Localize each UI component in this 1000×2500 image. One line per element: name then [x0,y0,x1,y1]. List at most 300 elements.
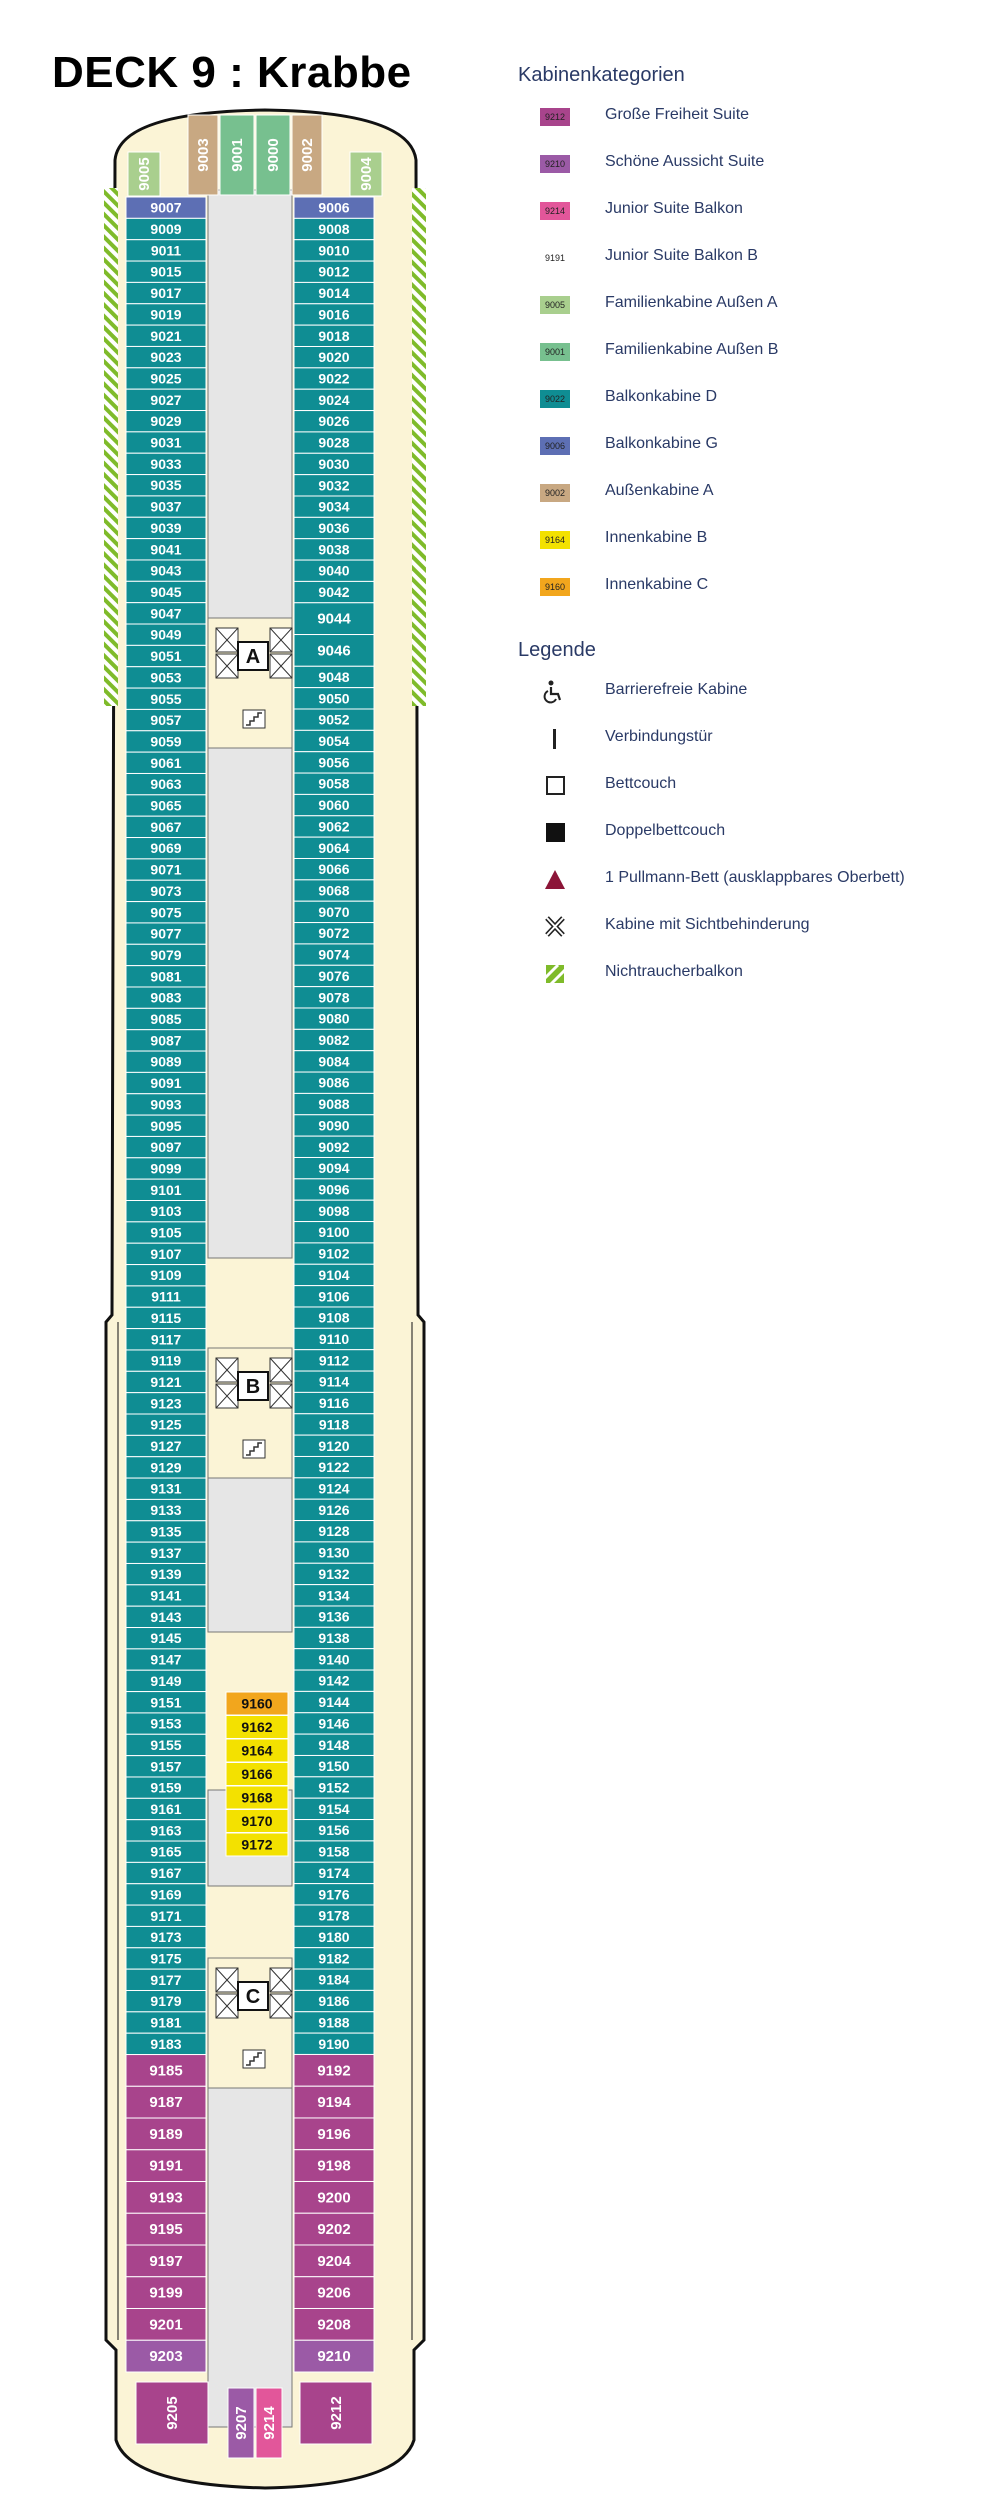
cabin[interactable] [294,1456,374,1477]
cabin-number: 9124 [318,1480,350,1497]
cabin[interactable] [126,1371,206,1392]
cabin[interactable] [126,2340,206,2372]
cabin[interactable] [294,1670,374,1691]
cabin-number: 9054 [318,733,350,750]
cabin[interactable] [126,1628,206,1649]
cabin-number: 9179 [150,1993,182,2010]
cabin[interactable] [126,1670,206,1691]
cabin[interactable] [228,2388,254,2458]
cabin-number: 9051 [150,648,182,665]
cabin-number: 9176 [318,1886,350,1903]
cabin[interactable] [294,1307,374,1328]
cabin[interactable] [294,901,374,922]
cabin-number: 9201 [149,2316,183,2334]
cabin[interactable] [126,304,206,325]
category-item [518,283,988,330]
cabin[interactable] [126,1435,206,1456]
cabin[interactable] [294,1585,374,1606]
cabin[interactable] [294,2277,374,2309]
cabin[interactable] [294,389,374,410]
cabin[interactable] [126,880,206,901]
cabin[interactable] [126,944,206,965]
cabin[interactable] [126,987,206,1008]
cabin-number: 9005 [136,157,153,191]
legend-label: Bettcouch [605,775,677,792]
cabin-number: 9180 [318,1929,350,1946]
cabin-number: 9163 [150,1822,182,1839]
cabin[interactable] [294,1969,374,1990]
cabin[interactable] [294,1542,374,1563]
pullman-bed-icon [540,867,570,893]
cabin[interactable] [294,261,374,282]
cabin[interactable] [126,752,206,773]
cabin[interactable] [294,1200,374,1221]
cabin[interactable] [294,987,374,1008]
cabin-number: 9096 [318,1181,350,1198]
cabin[interactable] [294,880,374,901]
cabin[interactable] [226,1763,288,1786]
cabin[interactable] [126,1222,206,1243]
cabin-number: 9199 [149,2284,183,2302]
cabin[interactable] [220,115,254,195]
cabin[interactable] [294,1350,374,1371]
cabin[interactable] [294,1157,374,1178]
cabin[interactable] [126,1329,206,1350]
cabin-number: 9105 [150,1224,182,1241]
cabin-number: 9083 [150,989,182,1006]
cabin-number: 9131 [150,1480,182,1497]
cabin[interactable] [126,923,206,944]
cabin[interactable] [126,1905,206,1926]
cabin[interactable] [126,2055,206,2087]
cabin-number: 9044 [317,610,351,628]
cabin[interactable] [294,1649,374,1670]
cabin[interactable] [294,1222,374,1243]
category-item [518,518,988,565]
cabin-number: 9137 [150,1544,182,1561]
cabin-number: 9006 [318,199,350,216]
cabin[interactable] [126,2118,206,2150]
cabin-number: 9104 [318,1266,350,1283]
cabin[interactable] [126,1692,206,1713]
cabin[interactable] [294,2181,374,2213]
category-label: Innenkabine B [605,529,708,546]
cabin[interactable] [126,1072,206,1093]
cabin-number: 9058 [318,775,350,792]
cabin[interactable] [294,1414,374,1435]
cabin[interactable] [126,2213,206,2245]
cabin[interactable] [126,1243,206,1264]
cabin[interactable] [294,1328,374,1349]
cabin[interactable] [126,795,206,816]
cabin[interactable] [126,1286,206,1307]
cabin[interactable] [294,496,374,517]
legend-label: Barrierefreie Kabine [605,681,748,698]
category-label: Junior Suite Balkon [605,200,743,217]
non-smoking-balcony-strip [104,188,118,706]
cabin[interactable] [126,645,206,666]
cabin-number: 9125 [150,1416,182,1433]
cabin[interactable] [294,2033,374,2054]
cabin[interactable] [294,1713,374,1734]
cabin[interactable] [294,2308,374,2340]
cabin-number: 9133 [150,1502,182,1519]
cabin-number: 9033 [150,455,182,472]
category-list [518,95,988,612]
cabin[interactable] [126,560,206,581]
non-smoking-balcony-icon [540,961,570,987]
cabin-number: 9055 [150,690,182,707]
legend-heading: Legende [518,639,596,661]
cabin[interactable] [294,304,374,325]
corridor [208,2055,292,2427]
cabin[interactable] [126,1265,206,1286]
cabin-number: 9014 [318,285,350,302]
cabin[interactable] [126,1884,206,1905]
cabin[interactable] [294,240,374,261]
cabin[interactable] [126,816,206,837]
cabin[interactable] [294,2086,374,2118]
cabin-number: 9112 [318,1352,350,1369]
cabin-number: 9164 [241,1742,273,1759]
cabin-number: 9152 [318,1779,350,1796]
cabin[interactable] [126,624,206,645]
cabin[interactable] [294,1243,374,1264]
cabin[interactable] [126,1820,206,1841]
cabin[interactable] [226,1810,288,1833]
cabin[interactable] [126,389,206,410]
cabin[interactable] [126,773,206,794]
cabin-number: 9007 [150,199,182,216]
cabin[interactable] [294,453,374,474]
cabin-number: 9041 [150,541,182,558]
cabin[interactable] [126,1457,206,1478]
cabin[interactable] [126,1008,206,1029]
cabin[interactable] [294,1264,374,1285]
cabin[interactable] [126,838,206,859]
cabin-number: 9167 [150,1865,182,1882]
cabin-number: 9062 [318,818,350,835]
cabin[interactable] [294,2245,374,2277]
cabin[interactable] [126,1136,206,1157]
cabin[interactable] [294,1371,374,1392]
cabin[interactable] [126,1713,206,1734]
cabin[interactable] [294,2340,374,2372]
cabin[interactable] [126,1393,206,1414]
cabin[interactable] [294,1606,374,1627]
cabin-number: 9188 [318,2014,350,2031]
cabin[interactable] [126,1756,206,1777]
cabin[interactable] [294,709,374,730]
cabin[interactable] [126,1969,206,1990]
cabin[interactable] [126,603,206,624]
cabin[interactable] [126,2245,206,2277]
cabin[interactable] [294,1478,374,1499]
cabin[interactable] [126,1201,206,1222]
cabin-number: 9056 [318,754,350,771]
cabin-number: 9008 [318,221,350,238]
cabin[interactable] [126,453,206,474]
cabin[interactable] [126,1158,206,1179]
cabin-number: 9177 [150,1971,182,1988]
category-label: Familienkabine Außen A [605,294,778,311]
cabin[interactable] [294,1499,374,1520]
cabin[interactable] [294,688,374,709]
cabin[interactable] [294,2213,374,2245]
cabin[interactable] [126,1542,206,1563]
cabin-number: 9107 [150,1245,182,1262]
cabin-number: 9183 [150,2035,182,2052]
cabin[interactable] [126,1585,206,1606]
category-swatch: 9001 [540,343,570,361]
cabin-number: 9086 [318,1074,350,1091]
cabin[interactable] [126,731,206,752]
cabin[interactable] [126,1115,206,1136]
cabin[interactable] [188,115,218,195]
cabin[interactable] [294,1862,374,1883]
category-swatch: 9022 [540,390,570,408]
cabin-number: 9153 [150,1715,182,1732]
cabin[interactable] [126,1051,206,1072]
cabin[interactable] [294,635,374,667]
cabin[interactable] [126,1606,206,1627]
cabin[interactable] [136,2382,208,2444]
cabin[interactable] [126,1307,206,1328]
cabin-number: 9132 [318,1565,350,1582]
cabin-number: 9071 [150,861,182,878]
cabin[interactable] [294,1990,374,2011]
cabin[interactable] [294,1798,374,1819]
cabin-number: 9145 [150,1630,182,1647]
cabin[interactable] [126,539,206,560]
cabin[interactable] [294,2054,374,2086]
cabin[interactable] [294,475,374,496]
cabin[interactable] [300,2382,372,2444]
cabin-number: 9011 [150,242,182,259]
cabin[interactable] [294,1691,374,1712]
cabin[interactable] [126,709,206,730]
cabin-number: 9074 [318,946,350,963]
cabin-number: 9094 [318,1160,350,1177]
cabin[interactable] [226,1716,288,1739]
cabin[interactable] [226,1786,288,1809]
cabin[interactable] [126,2277,206,2309]
category-swatch: 9002 [540,484,570,502]
cabin[interactable] [294,923,374,944]
cabin[interactable] [126,496,206,517]
cabin[interactable] [126,1350,206,1371]
cabin[interactable] [294,794,374,815]
cabin[interactable] [294,1948,374,1969]
cabin[interactable] [126,197,206,218]
cabin[interactable] [294,432,374,453]
cabin[interactable] [294,197,374,218]
cabin[interactable] [128,152,160,196]
cabin[interactable] [126,325,206,346]
cabin[interactable] [294,560,374,581]
corridor [208,1452,292,1632]
cabin[interactable] [126,1990,206,2011]
category-label: Schöne Aussicht Suite [605,153,765,170]
cabin[interactable] [294,539,374,560]
cabin[interactable] [126,1030,206,1051]
cabin[interactable] [126,411,206,432]
cabin[interactable] [126,1563,206,1584]
cabin[interactable] [294,1286,374,1307]
cabin[interactable] [126,1862,206,1883]
cabin[interactable] [126,1841,206,1862]
cabin[interactable] [294,1841,374,1862]
cabin[interactable] [126,1499,206,1520]
cabin[interactable] [226,1833,288,1856]
cabin[interactable] [294,1905,374,1926]
cabin-number: 9043 [150,562,182,579]
cabin[interactable] [294,1563,374,1584]
cabin[interactable] [256,115,290,195]
cabin[interactable] [294,2012,374,2033]
cabin-number: 9151 [150,1694,182,1711]
cabin[interactable] [126,688,206,709]
cabin[interactable] [294,1926,374,1947]
cabin[interactable] [294,1008,374,1029]
cabin[interactable] [294,1755,374,1776]
cabin[interactable] [294,2150,374,2182]
cabin[interactable] [126,1798,206,1819]
cabin[interactable] [126,1478,206,1499]
cabin[interactable] [294,346,374,367]
cabin-number: 9078 [318,989,350,1006]
cabin[interactable] [126,1777,206,1798]
cabin-number: 9100 [318,1224,350,1241]
cabin[interactable] [126,2033,206,2054]
cabin[interactable] [126,1414,206,1435]
cabin[interactable] [126,1948,206,1969]
cabin[interactable] [126,2309,206,2341]
cabin[interactable] [126,966,206,987]
cabin[interactable] [126,282,206,303]
cabin[interactable] [126,859,206,880]
cabin[interactable] [294,752,374,773]
cabin[interactable] [126,2150,206,2182]
cabin[interactable] [294,965,374,986]
cabin[interactable] [294,368,374,389]
cabin[interactable] [126,902,206,923]
cabin[interactable] [294,1627,374,1648]
cabin[interactable] [294,666,374,687]
cabin[interactable] [294,1734,374,1755]
cabin[interactable] [126,240,206,261]
cabin[interactable] [294,1820,374,1841]
stairwell-label: B [245,1376,261,1398]
cabin-number: 9037 [150,498,182,515]
cabin[interactable] [226,1692,288,1715]
cabin-number: 9020 [318,349,350,366]
cabin[interactable] [294,603,374,635]
cabin[interactable] [126,368,206,389]
category-label: Balkonkabine D [605,388,718,405]
cabin[interactable] [126,475,206,496]
cabin[interactable] [294,1136,374,1157]
cabin[interactable] [294,517,374,538]
cabin[interactable] [294,816,374,837]
cabin[interactable] [126,1094,206,1115]
cabin[interactable] [126,1649,206,1670]
cabin[interactable] [294,1115,374,1136]
cabin-number: 9026 [318,413,350,430]
cabin[interactable] [294,2118,374,2150]
cabin-number: 9079 [150,946,182,963]
cabin[interactable] [294,1179,374,1200]
cabin[interactable] [126,2086,206,2118]
cabin-number: 9141 [150,1587,182,1604]
cabin[interactable] [294,1072,374,1093]
cabin[interactable] [126,667,206,688]
cabin[interactable] [294,325,374,346]
cabin-number: 9186 [318,1993,350,2010]
cabin[interactable] [294,837,374,858]
non-smoking-balcony-strip [412,188,426,706]
cabin[interactable] [294,1521,374,1542]
legend-label: 1 Pullmann-Bett (ausklappbares Oberbett) [605,869,905,886]
cabin[interactable] [294,1884,374,1905]
cabin-number: 9057 [150,712,182,729]
cabin-number: 9129 [150,1459,182,1476]
cabin[interactable] [294,944,374,965]
cabin[interactable] [226,1739,288,1762]
cabin[interactable] [256,2388,282,2458]
cabin[interactable] [126,261,206,282]
cabin[interactable] [294,730,374,751]
cabin-number: 9142 [318,1672,350,1689]
cabin[interactable] [126,432,206,453]
cabin[interactable] [126,218,206,239]
cabin[interactable] [294,1051,374,1072]
cabin[interactable] [126,1734,206,1755]
cabin[interactable] [294,1777,374,1798]
cabin-number: 9025 [150,370,182,387]
cabin[interactable] [294,1392,374,1413]
cabin[interactable] [126,1926,206,1947]
cabin[interactable] [126,1521,206,1542]
cabin-number: 9173 [150,1929,182,1946]
cabin-number: 9210 [317,2348,351,2366]
cabin[interactable] [126,2182,206,2214]
cabin[interactable] [294,218,374,239]
cabin[interactable] [126,346,206,367]
cabin[interactable] [294,858,374,879]
cabin[interactable] [294,581,374,602]
cabin[interactable] [126,517,206,538]
cabin-number: 9156 [318,1822,350,1839]
cabin[interactable] [294,282,374,303]
cabin-number: 9178 [318,1907,350,1924]
cabin[interactable] [294,1435,374,1456]
cabin-number: 9143 [150,1608,182,1625]
cabin[interactable] [126,2012,206,2033]
cabin-number: 9119 [150,1352,182,1369]
cabin[interactable] [126,1179,206,1200]
cabin[interactable] [126,581,206,602]
cabin-number: 9149 [150,1672,182,1689]
cabin[interactable] [292,115,322,195]
cabin[interactable] [294,773,374,794]
cabin[interactable] [294,1093,374,1114]
cabin[interactable] [294,1029,374,1050]
cabin[interactable] [294,411,374,432]
cabin-number: 9207 [233,2406,250,2440]
cabin-number: 9038 [318,541,350,558]
cabin[interactable] [350,152,382,196]
